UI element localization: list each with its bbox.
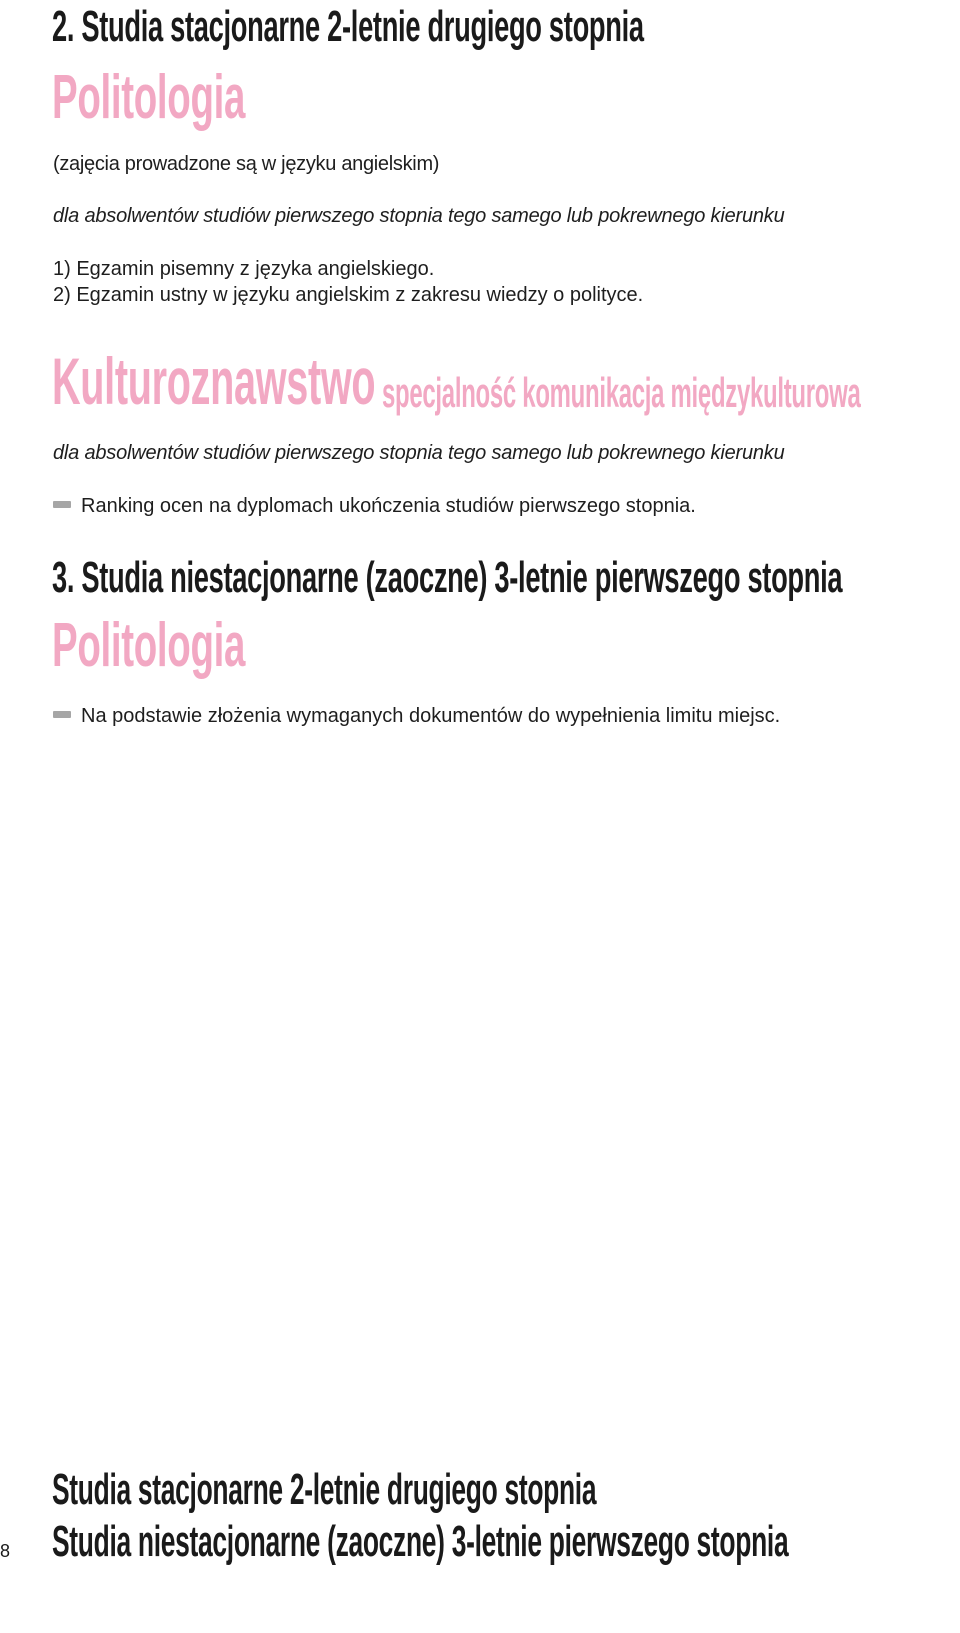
politologia-title-2: Politologia xyxy=(52,611,246,680)
section-3-heading: 3. Studia niestacjonarne (zaoczne) 3-letnie pierwszego stopnia xyxy=(52,553,843,602)
language-note: (zajęcia prowadzone są w języku angielskim) xyxy=(53,153,440,175)
kulturoznawstwo-title: Kulturoznawstwo xyxy=(52,344,376,418)
eligibility-kulturoznawstwo: dla absolwentów studiów pierwszego stopnia tego samego lub pokrewnego kierunku xyxy=(53,442,785,464)
exam-step-2: 2) Egzamin ustny w języku angielskim z zakresu wiedzy o polityce. xyxy=(53,284,644,306)
bullet-dash-icon xyxy=(53,711,71,718)
page-number: 8 xyxy=(0,1541,11,1561)
footer-line-1: Studia stacjonarne 2-letnie drugiego stopnia xyxy=(52,1465,597,1514)
exam-step-1: 1) Egzamin pisemny z języka angielskiego. xyxy=(53,258,435,280)
eligibility-politologia: dla absolwentów studiów pierwszego stopnia tego samego lub pokrewnego kierunku xyxy=(53,205,785,227)
specialty-label: specjalność komunikacja międzykulturowa xyxy=(382,369,861,416)
footer-line-2: Studia niestacjonarne (zaoczne) 3-letnie pierwszego stopnia xyxy=(52,1517,789,1566)
section-2-heading: 2. Studia stacjonarne 2-letnie drugiego stopnia xyxy=(52,2,644,51)
bullet-dash-icon xyxy=(53,501,71,508)
criterion-kulturoznawstwo: Ranking ocen na dyplomach ukończenia studiów pierwszego stopnia. xyxy=(53,496,696,516)
criterion-politologia-2: Na podstawie złożenia wymaganych dokumentów do wypełnienia limitu miejsc. xyxy=(53,706,780,726)
politologia-title: Politologia xyxy=(52,63,246,132)
